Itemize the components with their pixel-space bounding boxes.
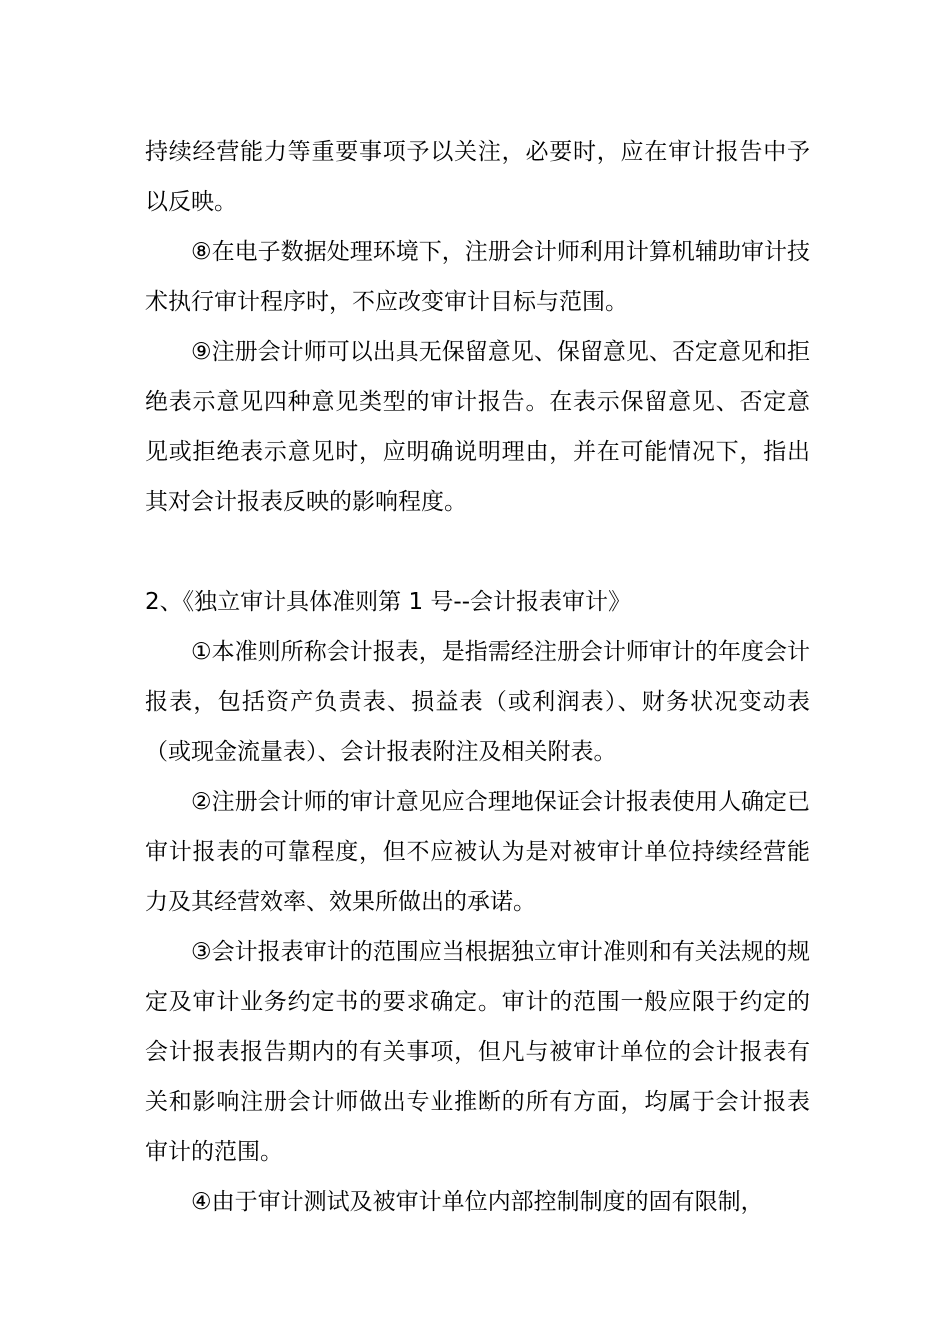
paragraph-item-3: ③会计报表审计的范围应当根据独立审计准则和有关法规的规定及审计业务约定书的要求确定。审计的范围一般应限于约定的会计报表报告期内的有关事项，但凡与被审计单位的会计报表有关和影响注册会计师做出专业推断的所有方面，均属于会计报表审计的范围。 [145, 939, 810, 1165]
paragraph-item-2: ②注册会计师的审计意见应合理地保证会计报表使用人确定已审计报表的可靠程度，但不应被认为是对被审计单位持续经营能力及其经营效率、效果所做出的承诺。 [145, 789, 810, 915]
section-heading: 2、《独立审计具体准则第 1 号--会计报表审计》 [145, 589, 631, 615]
paragraph-item-1: ①本准则所称会计报表，是指需经注册会计师审计的年度会计报表，包括资产负责表、损益表（或利润表）、财务状况变动表（或现金流量表）、会计报表附注及相关附表。 [145, 639, 810, 765]
section-spacer [145, 527, 810, 577]
document-body [145, 127, 810, 1227]
paragraph-item-9: ⑨注册会计师可以出具无保留意见、保留意见、否定意见和拒绝表示意见四种意见类型的审计报告。在表示保留意见、否定意见或拒绝表示意见时，应明确说明理由，并在可能情况下，指出其对会计报表反映的影响程度。 [145, 339, 810, 515]
paragraph-item-4: ④由于审计测试及被审计单位内部控制制度的固有限制， [191, 1189, 764, 1215]
paragraph-continuation: 持续经营能力等重要事项予以关注，必要时，应在审计报告中予以反映。 [145, 139, 810, 215]
paragraph-item-8: ⑧在电子数据处理环境下，注册会计师利用计算机辅助审计技术执行审计程序时，不应改变审计目标与范围。 [145, 239, 810, 315]
